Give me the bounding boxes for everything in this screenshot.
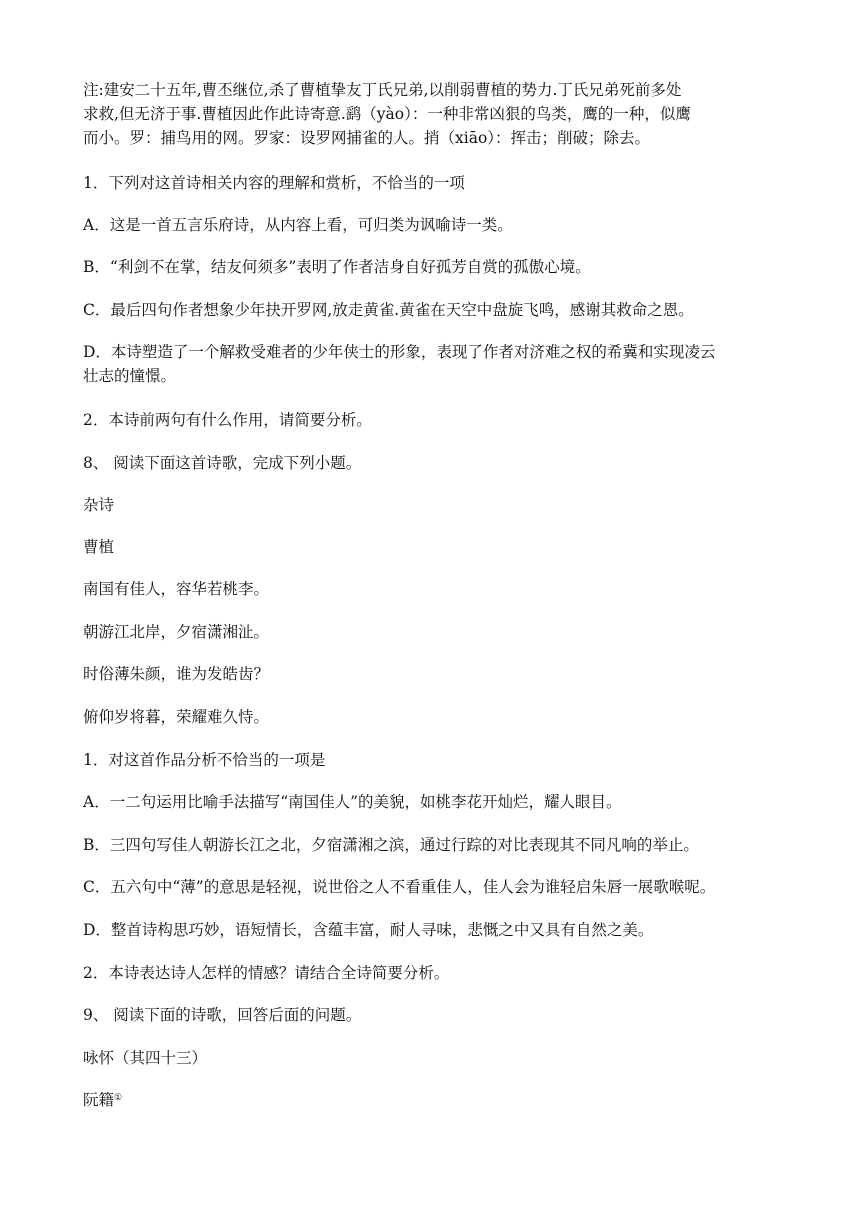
note-line-1: 注:建安二十五年,曹丕继位,杀了曹植挚友丁氏兄弟,以削弱曹植的势力.丁氏兄弟死前多处 <box>83 81 682 99</box>
note-line-2: 求救,但无济于事.曹植因此作此诗寄意.鹞（yào）：一种非常凶狠的鸟类，鹰的一种，似鹰 <box>83 105 691 123</box>
q8-option-d: D．整首诗构思巧妙，语短情长，含蕴丰富，耐人寻味，悲慨之中又具有自然之美。 <box>83 921 654 939</box>
q8-header: 8、 阅读下面这首诗歌，完成下列小题。 <box>83 454 362 472</box>
q7-sub1-stem: 1．下列对这首诗相关内容的理解和赏析，不恰当的一项 <box>83 174 465 192</box>
q9-footnote-mark: ① <box>114 1093 123 1103</box>
q7-option-c: C．最后四句作者想象少年抉开罗网,放走黄雀.黄雀在天空中盘旋飞鸣，感谢其救命之恩。 <box>83 301 694 319</box>
q8-sub2-stem: 2．本诗表达诗人怎样的情感？请结合全诗简要分析。 <box>83 964 450 982</box>
q8-option-c: C．五六句中“薄”的意思是轻视，说世俗之人不看重佳人，佳人会为谁轻启朱唇一展歌喉呢。 <box>83 878 716 896</box>
q8-poem-line-1: 南国有佳人，容华若桃李。 <box>83 580 270 598</box>
q7-option-d-line-1: D．本诗塑造了一个解救受难者的少年侠士的形象，表现了作者对济难之权的希冀和实现凌云 <box>83 343 716 361</box>
q7-option-b: B．“利剑不在掌，结友何须多”表明了作者洁身自好孤芳自赏的孤傲心境。 <box>83 258 591 276</box>
q7-sub2-stem: 2．本诗前两句有什么作用，请简要分析。 <box>83 411 372 429</box>
q8-sub1-stem: 1．对这首作品分析不恰当的一项是 <box>83 751 326 769</box>
q8-poem-title: 杂诗 <box>83 496 115 514</box>
q9-poem-title: 咏怀（其四十三） <box>83 1049 208 1067</box>
q8-poem-line-4: 俯仰岁将暮，荣耀难久恃。 <box>83 708 270 726</box>
q8-poem-line-3: 时俗薄朱颜，谁为发皓齿？ <box>83 665 270 683</box>
q7-option-a: A．这是一首五言乐府诗，从内容上看，可归类为讽喻诗一类。 <box>83 216 513 234</box>
q8-poem-line-2: 朝游江北岸，夕宿潇湘沚。 <box>83 623 270 641</box>
q8-option-a: A．一二句运用比喻手法描写“南国佳人”的美貌，如桃李花开灿烂，耀人眼目。 <box>83 793 622 811</box>
q9-poem-author <box>83 1089 783 1112</box>
q7-option-d-line-2: 壮志的憧憬。 <box>83 367 177 385</box>
q9-header: 9、 阅读下面的诗歌，回答后面的问题。 <box>83 1006 362 1024</box>
q9-author-name: 阮籍 <box>83 1091 115 1109</box>
q8-poem-author: 曹植 <box>83 538 115 556</box>
note-line-3: 而小。罗：捕鸟用的网。罗家：设罗网捕雀的人。捎（xiāo）：挥击；削破；除去。 <box>83 129 651 147</box>
q8-option-b: B．三四句写佳人朝游长江之北，夕宿潇湘之滨，通过行踪的对比表现其不同凡响的举止。 <box>83 836 699 854</box>
